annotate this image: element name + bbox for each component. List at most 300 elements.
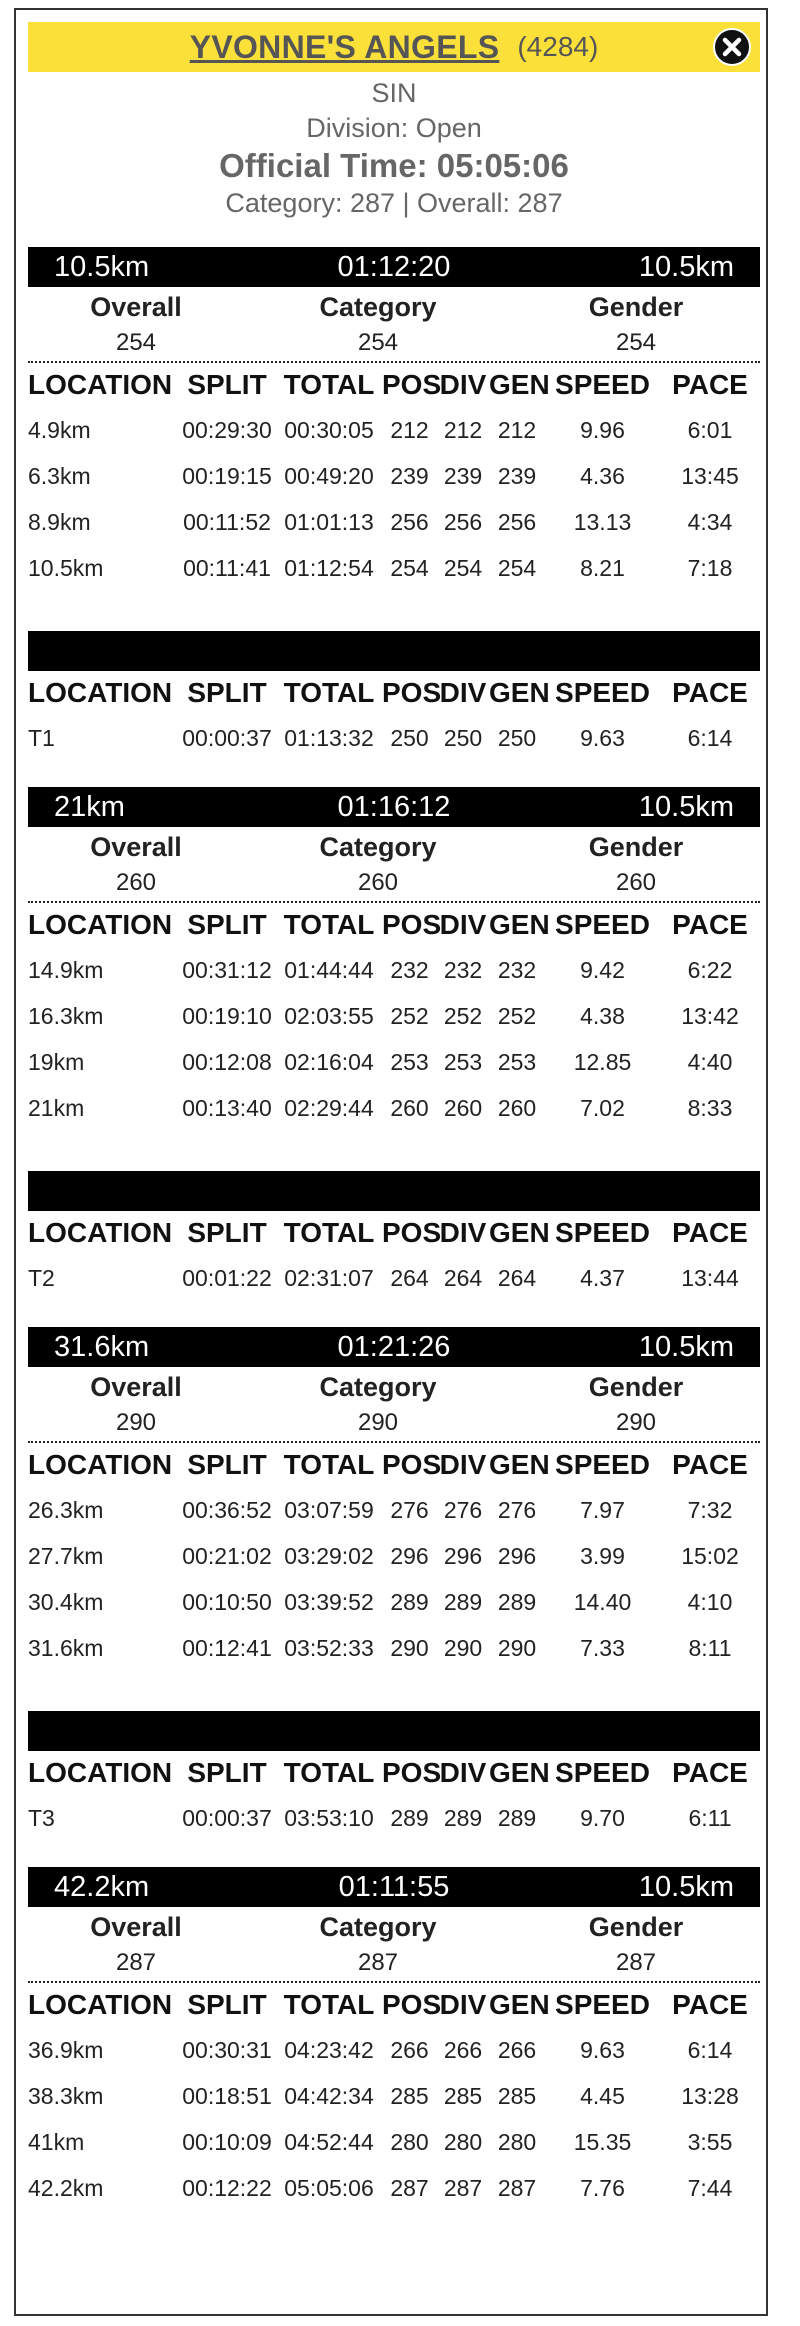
column-header: POS	[382, 369, 442, 400]
split-cell: 289	[497, 1588, 537, 1615]
split-row	[28, 715, 760, 761]
rank-label: Category	[319, 292, 437, 322]
split-cell: 266	[497, 2036, 537, 2063]
split-cell: 13:28	[681, 2082, 739, 2109]
split-cell: 42.2km	[28, 2174, 104, 2201]
column-header: DIV	[439, 1449, 487, 1480]
split-cell: 03:07:59	[284, 1496, 374, 1523]
bib-number: (4284)	[517, 31, 599, 62]
column-header: DIV	[439, 369, 487, 400]
column-header: PACE	[672, 369, 748, 400]
split-cell: 280	[390, 2128, 429, 2155]
column-header: POS	[382, 1757, 442, 1788]
split-cell: 00:11:52	[183, 508, 271, 535]
split-cell: 6:11	[688, 1804, 732, 1831]
split-cell: 252	[390, 1002, 429, 1029]
leg-distance: 10.5km	[54, 250, 150, 283]
split-cell: 8.21	[580, 554, 625, 581]
column-header: LOCATION	[28, 1449, 173, 1480]
column-header: DIV	[439, 1217, 487, 1248]
table-header	[28, 903, 760, 947]
leg-header	[28, 787, 760, 827]
column-header: SPEED	[555, 1757, 650, 1788]
split-cell: 21km	[28, 1094, 85, 1121]
leg-section	[28, 1327, 760, 1671]
split-cell: 266	[390, 2036, 429, 2063]
split-cell: 00:01:22	[182, 1264, 272, 1291]
split-cell: 8:33	[687, 1094, 733, 1121]
split-cell: 285	[390, 2082, 429, 2109]
column-header: GEN	[489, 369, 550, 400]
column-header: DIV	[439, 909, 487, 940]
split-cell: 4.45	[580, 2082, 625, 2109]
column-header: POS	[382, 677, 442, 708]
split-cell: 7:18	[687, 554, 733, 581]
split-cell: 232	[443, 956, 483, 983]
transition-header	[28, 1171, 760, 1211]
leg-time: 01:11:55	[338, 1870, 450, 1903]
split-cell: 264	[443, 1264, 483, 1291]
column-header: GEN	[489, 1217, 550, 1248]
leg-length: 10.5km	[638, 250, 734, 283]
split-row	[28, 1625, 760, 1671]
split-cell: 9.70	[580, 1804, 625, 1831]
split-cell: 289	[443, 1588, 483, 1615]
transition-table	[28, 671, 760, 761]
rank-label: Overall	[90, 292, 182, 322]
rank-label: Gender	[588, 1912, 684, 1942]
column-header: SPEED	[555, 909, 650, 940]
split-cell: 36.9km	[28, 2036, 104, 2063]
split-cell: 4:34	[687, 508, 733, 535]
split-cell: 287	[497, 2174, 537, 2201]
split-cell: 264	[497, 1264, 537, 1291]
split-cell: 02:16:04	[284, 1048, 374, 1075]
column-header: SPEED	[555, 1217, 650, 1248]
split-cell: 38.3km	[28, 2082, 104, 2109]
split-cell: 276	[497, 1496, 537, 1523]
split-cell: 253	[497, 1048, 537, 1075]
column-header: LOCATION	[28, 1757, 173, 1788]
split-cell: 00:19:10	[182, 1002, 272, 1029]
split-cell: 13.13	[573, 508, 632, 535]
split-cell: T3	[28, 1804, 55, 1831]
split-cell: 252	[497, 1002, 537, 1029]
split-cell: 05:05:06	[284, 2174, 374, 2201]
column-header: POS	[382, 1449, 442, 1480]
split-cell: 239	[443, 462, 483, 489]
column-header: TOTAL	[283, 909, 375, 940]
split-cell: 31.6km	[28, 1634, 104, 1661]
split-cell: 232	[390, 956, 429, 983]
split-cell: 00:29:30	[182, 416, 272, 443]
split-cell: 8.9km	[28, 508, 91, 535]
split-cell: 15.35	[573, 2128, 632, 2155]
split-cell: 14.40	[573, 1588, 632, 1615]
column-header: PACE	[672, 1449, 748, 1480]
split-cell: 9.42	[580, 956, 625, 983]
column-header: TOTAL	[283, 1989, 375, 2020]
split-cell: 7.33	[580, 1634, 625, 1661]
split-row	[28, 1487, 760, 1533]
splits-table	[28, 1983, 760, 2211]
rank-block	[28, 827, 244, 901]
rank-block	[244, 1907, 512, 1981]
close-icon	[712, 27, 752, 67]
split-cell: 296	[443, 1542, 483, 1569]
split-cell: 26.3km	[28, 1496, 104, 1523]
transition-section	[28, 1711, 760, 1841]
split-cell: 4:10	[687, 1588, 733, 1615]
splits-table	[28, 363, 760, 591]
split-cell: 212	[497, 416, 537, 443]
split-row	[28, 1533, 760, 1579]
split-cell: 212	[390, 416, 429, 443]
column-header: SPEED	[555, 1449, 650, 1480]
split-cell: 02:03:55	[284, 1002, 374, 1029]
split-cell: 3:55	[687, 2128, 733, 2155]
column-header: DIV	[439, 1989, 487, 2020]
split-cell: 7.97	[580, 1496, 625, 1523]
split-cell: 290	[443, 1634, 483, 1661]
split-row	[28, 2165, 760, 2211]
column-header: LOCATION	[28, 1217, 173, 1248]
split-cell: 41km	[28, 2128, 85, 2155]
rank-value: 287	[115, 1949, 157, 1976]
rank-block	[512, 827, 760, 901]
column-header: SPLIT	[187, 677, 267, 708]
split-cell: 239	[497, 462, 537, 489]
split-cell: 03:53:10	[284, 1804, 374, 1831]
rank-value: 287	[615, 1949, 657, 1976]
rank-value: 254	[615, 329, 657, 356]
leg-ranks	[28, 827, 760, 903]
rank-label: Category	[319, 832, 437, 862]
leg-ranks	[28, 1907, 760, 1983]
split-cell: 276	[443, 1496, 483, 1523]
split-cell: 260	[390, 1094, 429, 1121]
column-header: TOTAL	[283, 1217, 375, 1248]
column-header: SPLIT	[187, 1217, 267, 1248]
split-cell: 260	[443, 1094, 483, 1121]
rank-label: Gender	[588, 292, 684, 322]
split-cell: 4:40	[687, 1048, 733, 1075]
column-header: GEN	[489, 1449, 550, 1480]
split-cell: 30.4km	[28, 1588, 104, 1615]
split-cell: 4.38	[580, 1002, 625, 1029]
split-cell: 289	[390, 1804, 429, 1831]
split-cell: 13:42	[681, 1002, 739, 1029]
split-cell: 252	[443, 1002, 483, 1029]
split-cell: 289	[443, 1804, 483, 1831]
split-cell: 3.99	[580, 1542, 625, 1569]
splits-sections	[28, 247, 760, 2211]
leg-ranks	[28, 1367, 760, 1443]
column-header: PACE	[672, 909, 748, 940]
split-cell: 266	[443, 2036, 483, 2063]
split-cell: 03:52:33	[284, 1634, 374, 1661]
split-cell: 6:14	[687, 2036, 733, 2063]
split-cell: 02:31:07	[284, 1264, 374, 1291]
split-cell: 13:44	[681, 1264, 739, 1291]
rank-value: 260	[357, 869, 399, 896]
split-cell: 260	[497, 1094, 537, 1121]
column-header: TOTAL	[283, 1757, 375, 1788]
splits-table	[28, 1443, 760, 1671]
transition-section	[28, 1171, 760, 1301]
rank-block	[28, 287, 244, 361]
split-cell: 00:30:05	[284, 416, 374, 443]
split-cell: 01:12:54	[284, 554, 374, 581]
category-overall: Category: 287 | Overall: 287	[225, 188, 563, 218]
split-cell: 7:44	[687, 2174, 733, 2201]
split-cell: 6:14	[687, 724, 733, 751]
split-cell: 287	[443, 2174, 483, 2201]
split-cell: 253	[390, 1048, 429, 1075]
split-row	[28, 2027, 760, 2073]
split-cell: 290	[497, 1634, 537, 1661]
split-cell: 289	[497, 1804, 537, 1831]
split-cell: 250	[497, 724, 537, 751]
official-time: Official Time: 05:05:06	[219, 147, 569, 184]
split-cell: 254	[497, 554, 537, 581]
split-cell: 00:12:22	[182, 2174, 272, 2201]
split-cell: 250	[390, 724, 429, 751]
column-header: GEN	[489, 909, 550, 940]
split-cell: 6:22	[687, 956, 733, 983]
split-cell: 00:31:12	[182, 956, 272, 983]
column-header: LOCATION	[28, 909, 173, 940]
split-cell: T2	[28, 1264, 55, 1291]
split-cell: 289	[390, 1588, 429, 1615]
split-cell: 00:18:51	[182, 2082, 272, 2109]
table-header	[28, 1443, 760, 1487]
leg-length: 10.5km	[638, 790, 734, 823]
split-cell: 256	[497, 508, 537, 535]
split-row	[28, 545, 760, 591]
table-header	[28, 671, 760, 715]
rank-label: Overall	[90, 1372, 182, 1402]
column-header: SPLIT	[187, 909, 267, 940]
leg-time: 01:21:26	[337, 1330, 451, 1363]
split-cell: 01:44:44	[284, 956, 374, 983]
split-cell: 01:01:13	[284, 508, 374, 535]
column-header: DIV	[439, 677, 487, 708]
split-cell: 00:11:41	[183, 554, 271, 581]
column-header: SPEED	[555, 1989, 650, 2020]
split-cell: 264	[390, 1264, 429, 1291]
team-name-link[interactable]: YVONNE'S ANGELS	[189, 28, 500, 65]
transition-table	[28, 1211, 760, 1301]
column-header: SPLIT	[187, 369, 267, 400]
split-row	[28, 2119, 760, 2165]
split-cell: 280	[443, 2128, 483, 2155]
column-header: PACE	[672, 1217, 748, 1248]
split-cell: 254	[390, 554, 429, 581]
rank-block	[28, 1367, 244, 1441]
split-cell: 00:10:09	[182, 2128, 272, 2155]
column-header: GEN	[489, 1757, 550, 1788]
split-cell: 4.36	[580, 462, 625, 489]
rank-label: Gender	[588, 832, 684, 862]
split-cell: 16.3km	[28, 1002, 104, 1029]
rank-value: 254	[115, 329, 157, 356]
column-header: POS	[382, 909, 442, 940]
leg-distance: 31.6km	[54, 1330, 150, 1363]
split-cell: 7.76	[580, 2174, 625, 2201]
split-cell: 9.96	[580, 416, 625, 443]
split-cell: 03:39:52	[284, 1588, 374, 1615]
column-header: SPEED	[555, 369, 650, 400]
split-cell: 296	[497, 1542, 537, 1569]
split-cell: 212	[443, 416, 483, 443]
split-cell: 14.9km	[28, 956, 104, 983]
split-cell: 6.3km	[28, 462, 91, 489]
column-header: TOTAL	[283, 677, 375, 708]
rank-label: Gender	[588, 1372, 684, 1402]
split-cell: 9.63	[580, 2036, 625, 2063]
split-cell: 00:19:15	[182, 462, 272, 489]
rank-block	[512, 1907, 760, 1981]
split-row	[28, 993, 760, 1039]
split-cell: 285	[443, 2082, 483, 2109]
split-cell: 00:21:02	[182, 1542, 272, 1569]
split-cell: 03:29:02	[284, 1542, 374, 1569]
splits-table	[28, 903, 760, 1131]
title-bar	[28, 22, 760, 72]
column-header: SPLIT	[187, 1757, 267, 1788]
split-cell: 00:10:50	[182, 1588, 272, 1615]
column-header: LOCATION	[28, 1989, 173, 2020]
split-cell: 02:29:44	[284, 1094, 374, 1121]
column-header: SPEED	[555, 677, 650, 708]
results-panel	[14, 8, 768, 2316]
column-header: TOTAL	[283, 369, 375, 400]
rank-value: 254	[357, 329, 399, 356]
column-header: LOCATION	[28, 369, 173, 400]
split-cell: 15:02	[681, 1542, 739, 1569]
split-cell: 04:52:44	[284, 2128, 374, 2155]
rank-value: 290	[615, 1409, 657, 1436]
split-cell: 9.63	[580, 724, 625, 751]
leg-section	[28, 247, 760, 591]
split-cell: 27.7km	[28, 1542, 104, 1569]
column-header: PACE	[672, 677, 748, 708]
rank-value: 290	[357, 1409, 399, 1436]
leg-section	[28, 787, 760, 1131]
split-cell: 4.37	[580, 1264, 625, 1291]
column-header: DIV	[439, 1757, 487, 1788]
summary-info	[28, 76, 760, 221]
split-row	[28, 947, 760, 993]
split-cell: 7:32	[687, 1496, 733, 1523]
country: SIN	[371, 78, 417, 108]
split-cell: 232	[497, 956, 537, 983]
rank-label: Overall	[90, 1912, 182, 1942]
leg-distance: 21km	[54, 790, 125, 823]
split-cell: 00:12:08	[182, 1048, 272, 1075]
split-cell: T1	[28, 724, 55, 751]
split-cell: 276	[390, 1496, 429, 1523]
table-header	[28, 1983, 760, 2027]
rank-block	[244, 1367, 512, 1441]
split-cell: 250	[443, 724, 483, 751]
split-cell: 12.85	[573, 1048, 632, 1075]
leg-header	[28, 247, 760, 287]
leg-length: 10.5km	[638, 1870, 734, 1903]
split-cell: 296	[390, 1542, 429, 1569]
split-cell: 256	[390, 508, 429, 535]
split-row	[28, 1255, 760, 1301]
table-header	[28, 363, 760, 407]
split-cell: 04:23:42	[284, 2036, 374, 2063]
leg-time: 01:16:12	[337, 790, 451, 823]
table-header	[28, 1751, 760, 1795]
column-header: SPLIT	[187, 1989, 267, 2020]
rank-block	[512, 287, 760, 361]
split-cell: 01:13:32	[284, 724, 374, 751]
table-header	[28, 1211, 760, 1255]
rank-block	[244, 827, 512, 901]
split-row	[28, 407, 760, 453]
split-cell: 290	[390, 1634, 429, 1661]
column-header: GEN	[489, 1989, 550, 2020]
leg-distance: 42.2km	[54, 1870, 150, 1903]
transition-section	[28, 631, 760, 761]
split-cell: 280	[497, 2128, 537, 2155]
split-cell: 8:11	[688, 1634, 732, 1661]
split-cell: 239	[390, 462, 429, 489]
leg-ranks	[28, 287, 760, 363]
split-cell: 287	[390, 2174, 429, 2201]
leg-time: 01:12:20	[337, 250, 451, 283]
column-header: GEN	[489, 677, 550, 708]
split-row	[28, 499, 760, 545]
split-cell: 254	[443, 554, 483, 581]
split-cell: 00:12:41	[182, 1634, 272, 1661]
column-header: POS	[382, 1989, 442, 2020]
split-cell: 253	[443, 1048, 483, 1075]
split-cell: 00:30:31	[182, 2036, 272, 2063]
split-row	[28, 1795, 760, 1841]
split-cell: 13:45	[681, 462, 739, 489]
split-row	[28, 2073, 760, 2119]
rank-block	[244, 287, 512, 361]
split-cell: 00:49:20	[284, 462, 374, 489]
split-row	[28, 1039, 760, 1085]
split-cell: 00:00:37	[182, 724, 272, 751]
leg-length: 10.5km	[638, 1330, 734, 1363]
division: Division: Open	[306, 113, 482, 143]
leg-header	[28, 1867, 760, 1907]
split-cell: 256	[443, 508, 483, 535]
split-row	[28, 1579, 760, 1625]
column-header: PACE	[672, 1989, 748, 2020]
rank-value: 260	[115, 869, 157, 896]
column-header: LOCATION	[28, 677, 173, 708]
split-cell: 7.02	[580, 1094, 625, 1121]
split-cell: 00:36:52	[182, 1496, 272, 1523]
rank-value: 290	[115, 1409, 157, 1436]
split-row	[28, 453, 760, 499]
split-cell: 19km	[28, 1048, 85, 1075]
rank-block	[28, 1907, 244, 1981]
split-cell: 00:13:40	[182, 1094, 272, 1121]
column-header: POS	[382, 1217, 442, 1248]
rank-label: Category	[319, 1372, 437, 1402]
column-header: PACE	[672, 1757, 748, 1788]
close-button[interactable]	[712, 27, 752, 67]
